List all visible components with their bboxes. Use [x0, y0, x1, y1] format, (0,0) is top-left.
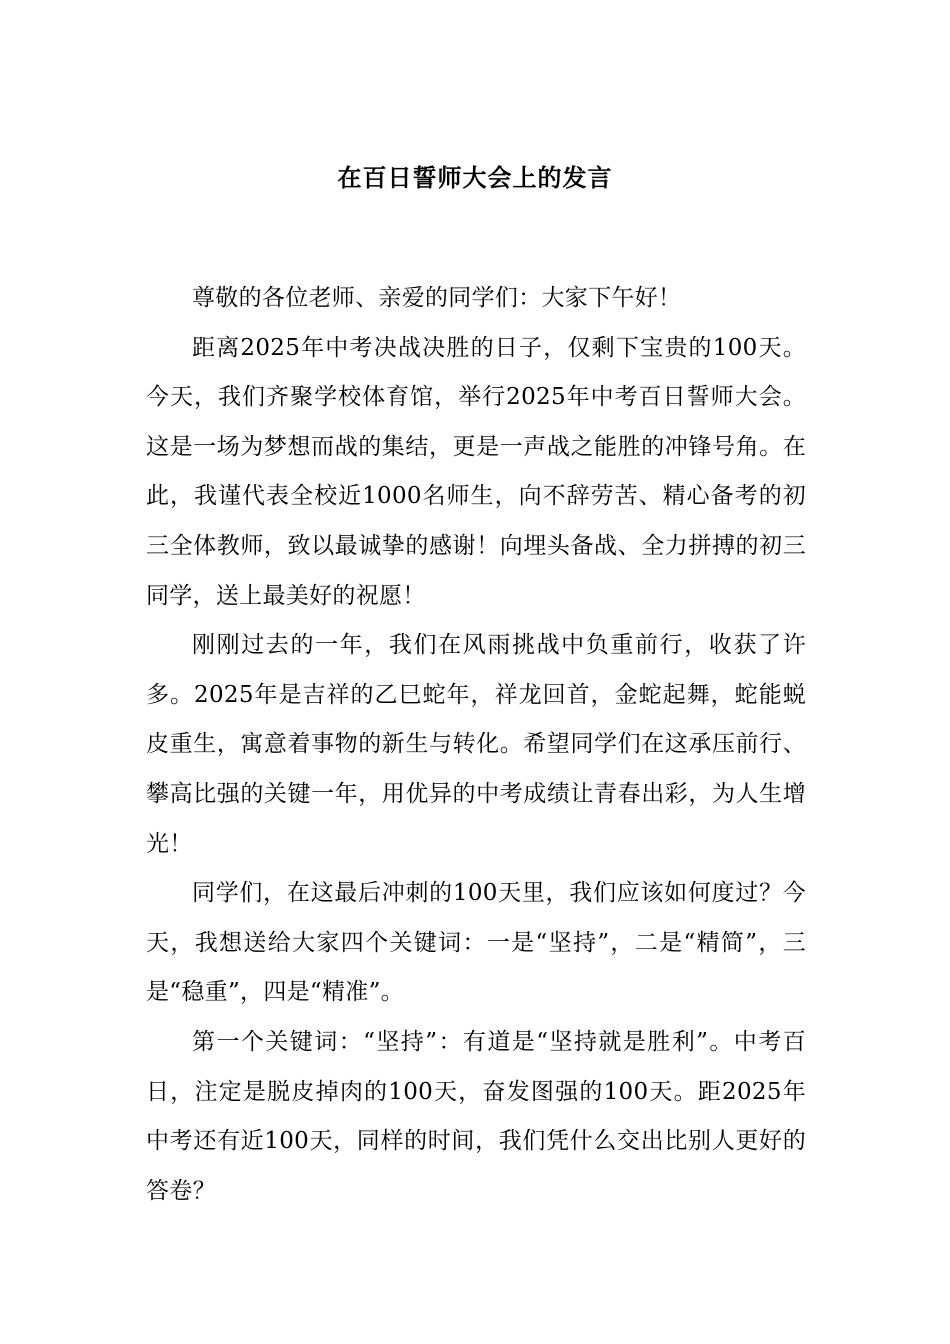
body-paragraph: 第一个关键词：“坚持”：有道是“坚持就是胜利”。中考百日，注定是脱皮掉肉的100天，奋发图强的100天。距2025年中考还有近100天，同样的时间，我们凭什么交出比别人更好的答卷？ — [146, 1028, 806, 1204]
greeting-paragraph: 尊敬的各位老师、亲爱的同学们：大家下午好！ — [192, 285, 682, 311]
body-paragraph: 距离2025年中考决战决胜的日子，仅剩下宝贵的100天。今天，我们齐聚学校体育馆，举行2025年中考百日誓师大会。这是一场为梦想而战的集结，更是一声战之能胜的冲锋号角。在此，我谨代表全校近1000名师生，向不辞劳苦、精心备考的初三全体教师，致以最诚挚的感谢！向埋头备战、全力拼搏的初三同学，送上最美好的祝愿！ — [146, 334, 806, 609]
document-body — [146, 274, 806, 1216]
body-paragraph: 刚刚过去的一年，我们在风雨挑战中负重前行，收获了许多。2025年是吉祥的乙巳蛇年，祥龙回首，金蛇起舞，蛇能蜕皮重生，寓意着事物的新生与转化。希望同学们在这承压前行、攀高比强的关键一年，用优异的中考成绩让青春出彩，为人生增光！ — [146, 632, 806, 857]
document-title: 在百日誓师大会上的发言 — [337, 163, 613, 192]
body-paragraph: 同学们，在这最后冲刺的100天里，我们应该如何度过？今天，我想送给大家四个关键词：一是“坚持”，二是“精简”，三是“稳重”，四是“精准”。 — [146, 880, 806, 1006]
